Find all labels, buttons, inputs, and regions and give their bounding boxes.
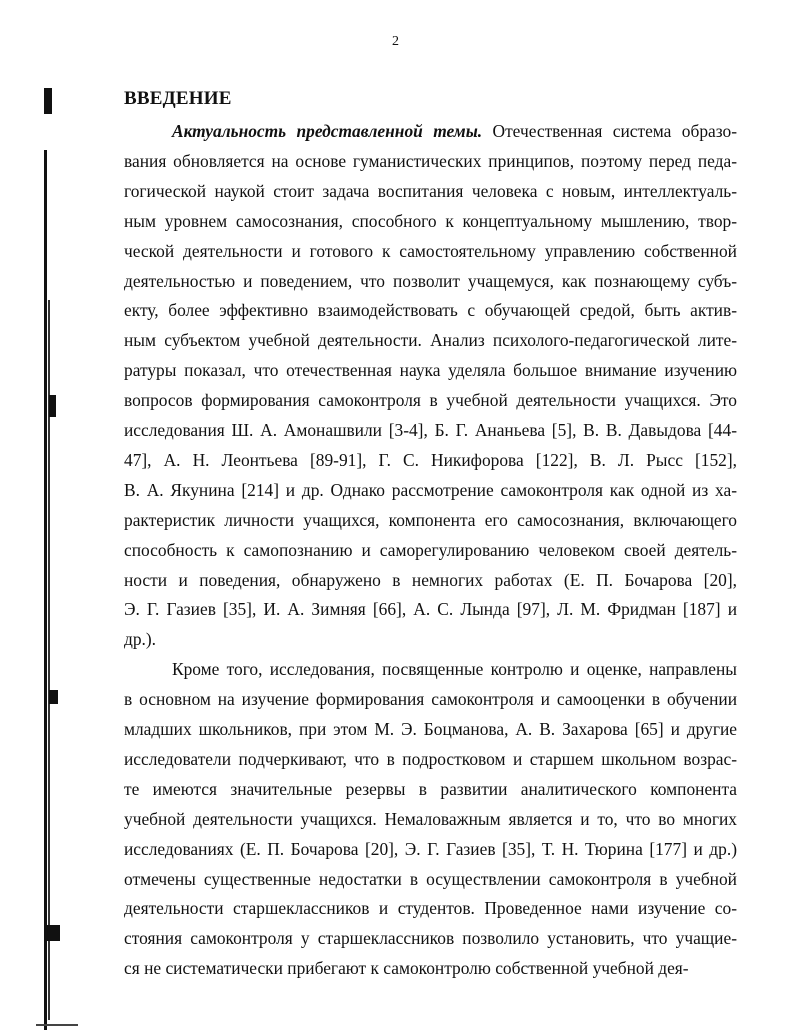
- text-line: отмечены существенные недостатки в осуществлении самоконтроля в учебной: [124, 868, 737, 889]
- text-line: Кроме того, исследования, посвященные контролю и оценке, направлены: [172, 659, 737, 680]
- lead-phrase: Актуальность представленной темы.: [172, 121, 483, 141]
- text-line: гогической наукой стоит задача воспитания человека с новым, интеллектуаль-: [124, 180, 737, 201]
- page-number: 2: [392, 34, 399, 49]
- text-line: ся не систематически прибегают к самоконтролю собственной учебной дея-: [124, 958, 689, 979]
- text-line: способность к самопознанию и саморегулированию человеком своей деятель-: [124, 539, 737, 560]
- text-line: те имеются значительные резервы в развитии аналитического компонента: [124, 778, 737, 799]
- scan-edge-artifact: [46, 925, 60, 941]
- scan-edge-artifact: [44, 88, 52, 114]
- text-line: учебной деятельности учащихся. Немаловажным является и то, что во многих: [124, 808, 737, 829]
- text-line: ным уровнем самосознания, способного к концептуальному мышлению, твор-: [124, 210, 737, 231]
- text-line: 47], А. Н. Леонтьева [89-91], Г. С. Никифорова [122], В. Л. Рысс [152],: [124, 449, 737, 470]
- scan-edge-artifact: [49, 395, 56, 417]
- text-line: исследователи подчеркивают, что в подростковом и старшем школьном возрас-: [124, 748, 737, 769]
- text-line: младших школьников, при этом М. Э. Боцманова, А. В. Захарова [65] и другие: [124, 719, 737, 739]
- line-text: Отечественная система образо-: [482, 121, 737, 141]
- text-line: ным субъектом учебной деятельности. Анализ психолого-педагогической лите-: [124, 330, 737, 351]
- text-line: [172, 120, 737, 142]
- text-line: деятельностью и поведением, что позволит учащемуся, как познающему субъ-: [124, 270, 737, 291]
- text-line: ческой деятельности и готового к самостоятельному управлению собственной: [124, 240, 737, 261]
- text-line: вопросов формирования самоконтроля в учебной деятельности учащихся. Это: [124, 390, 737, 411]
- text-line: др.).: [124, 629, 157, 650]
- text-line: деятельности старшеклассников и студентов. Проведенное нами изучение со-: [124, 898, 737, 919]
- text-line: В. А. Якунина [214] и др. Однако рассмотрение самоконтроля как одной из ха-: [124, 479, 737, 500]
- text-line: ратуры показал, что отечественная наука уделяла большое внимание изучению: [124, 360, 737, 381]
- text-line: Э. Г. Газиев [35], И. А. Зимняя [66], А. С. Лында [97], Л. М. Фридман [187] и: [124, 599, 737, 620]
- section-heading: ВВЕДЕНИЕ: [124, 88, 232, 109]
- text-line: екту, более эффективно взаимодействовать с обучающей средой, быть актив-: [124, 300, 737, 321]
- scan-edge-artifact: [36, 1024, 78, 1026]
- text-line: исследованиях (Е. П. Бочарова [20], Э. Г. Газиев [35], Т. Н. Тюрина [177] и др.): [124, 838, 737, 859]
- text-line: в основном на изучение формирования самоконтроля и самооценки в обучении: [124, 689, 737, 710]
- scan-edge-artifact: [49, 690, 58, 704]
- text-line: рактеристик личности учащихся, компонента его самосознания, включающего: [124, 509, 737, 530]
- text-line: исследования Ш. А. Амонашвили [3-4], Б. Г. Ананьева [5], В. В. Давыдова [44-: [124, 420, 737, 440]
- scan-edge-artifact: [44, 150, 47, 1030]
- text-line: вания обновляется на основе гуманистических принципов, поэтому перед педа-: [124, 150, 737, 171]
- text-line: ности и поведения, обнаружено в немногих работах (Е. П. Бочарова [20],: [124, 569, 737, 590]
- text-line: стояния самоконтроля у старшеклассников позволило установить, что учащие-: [124, 928, 737, 949]
